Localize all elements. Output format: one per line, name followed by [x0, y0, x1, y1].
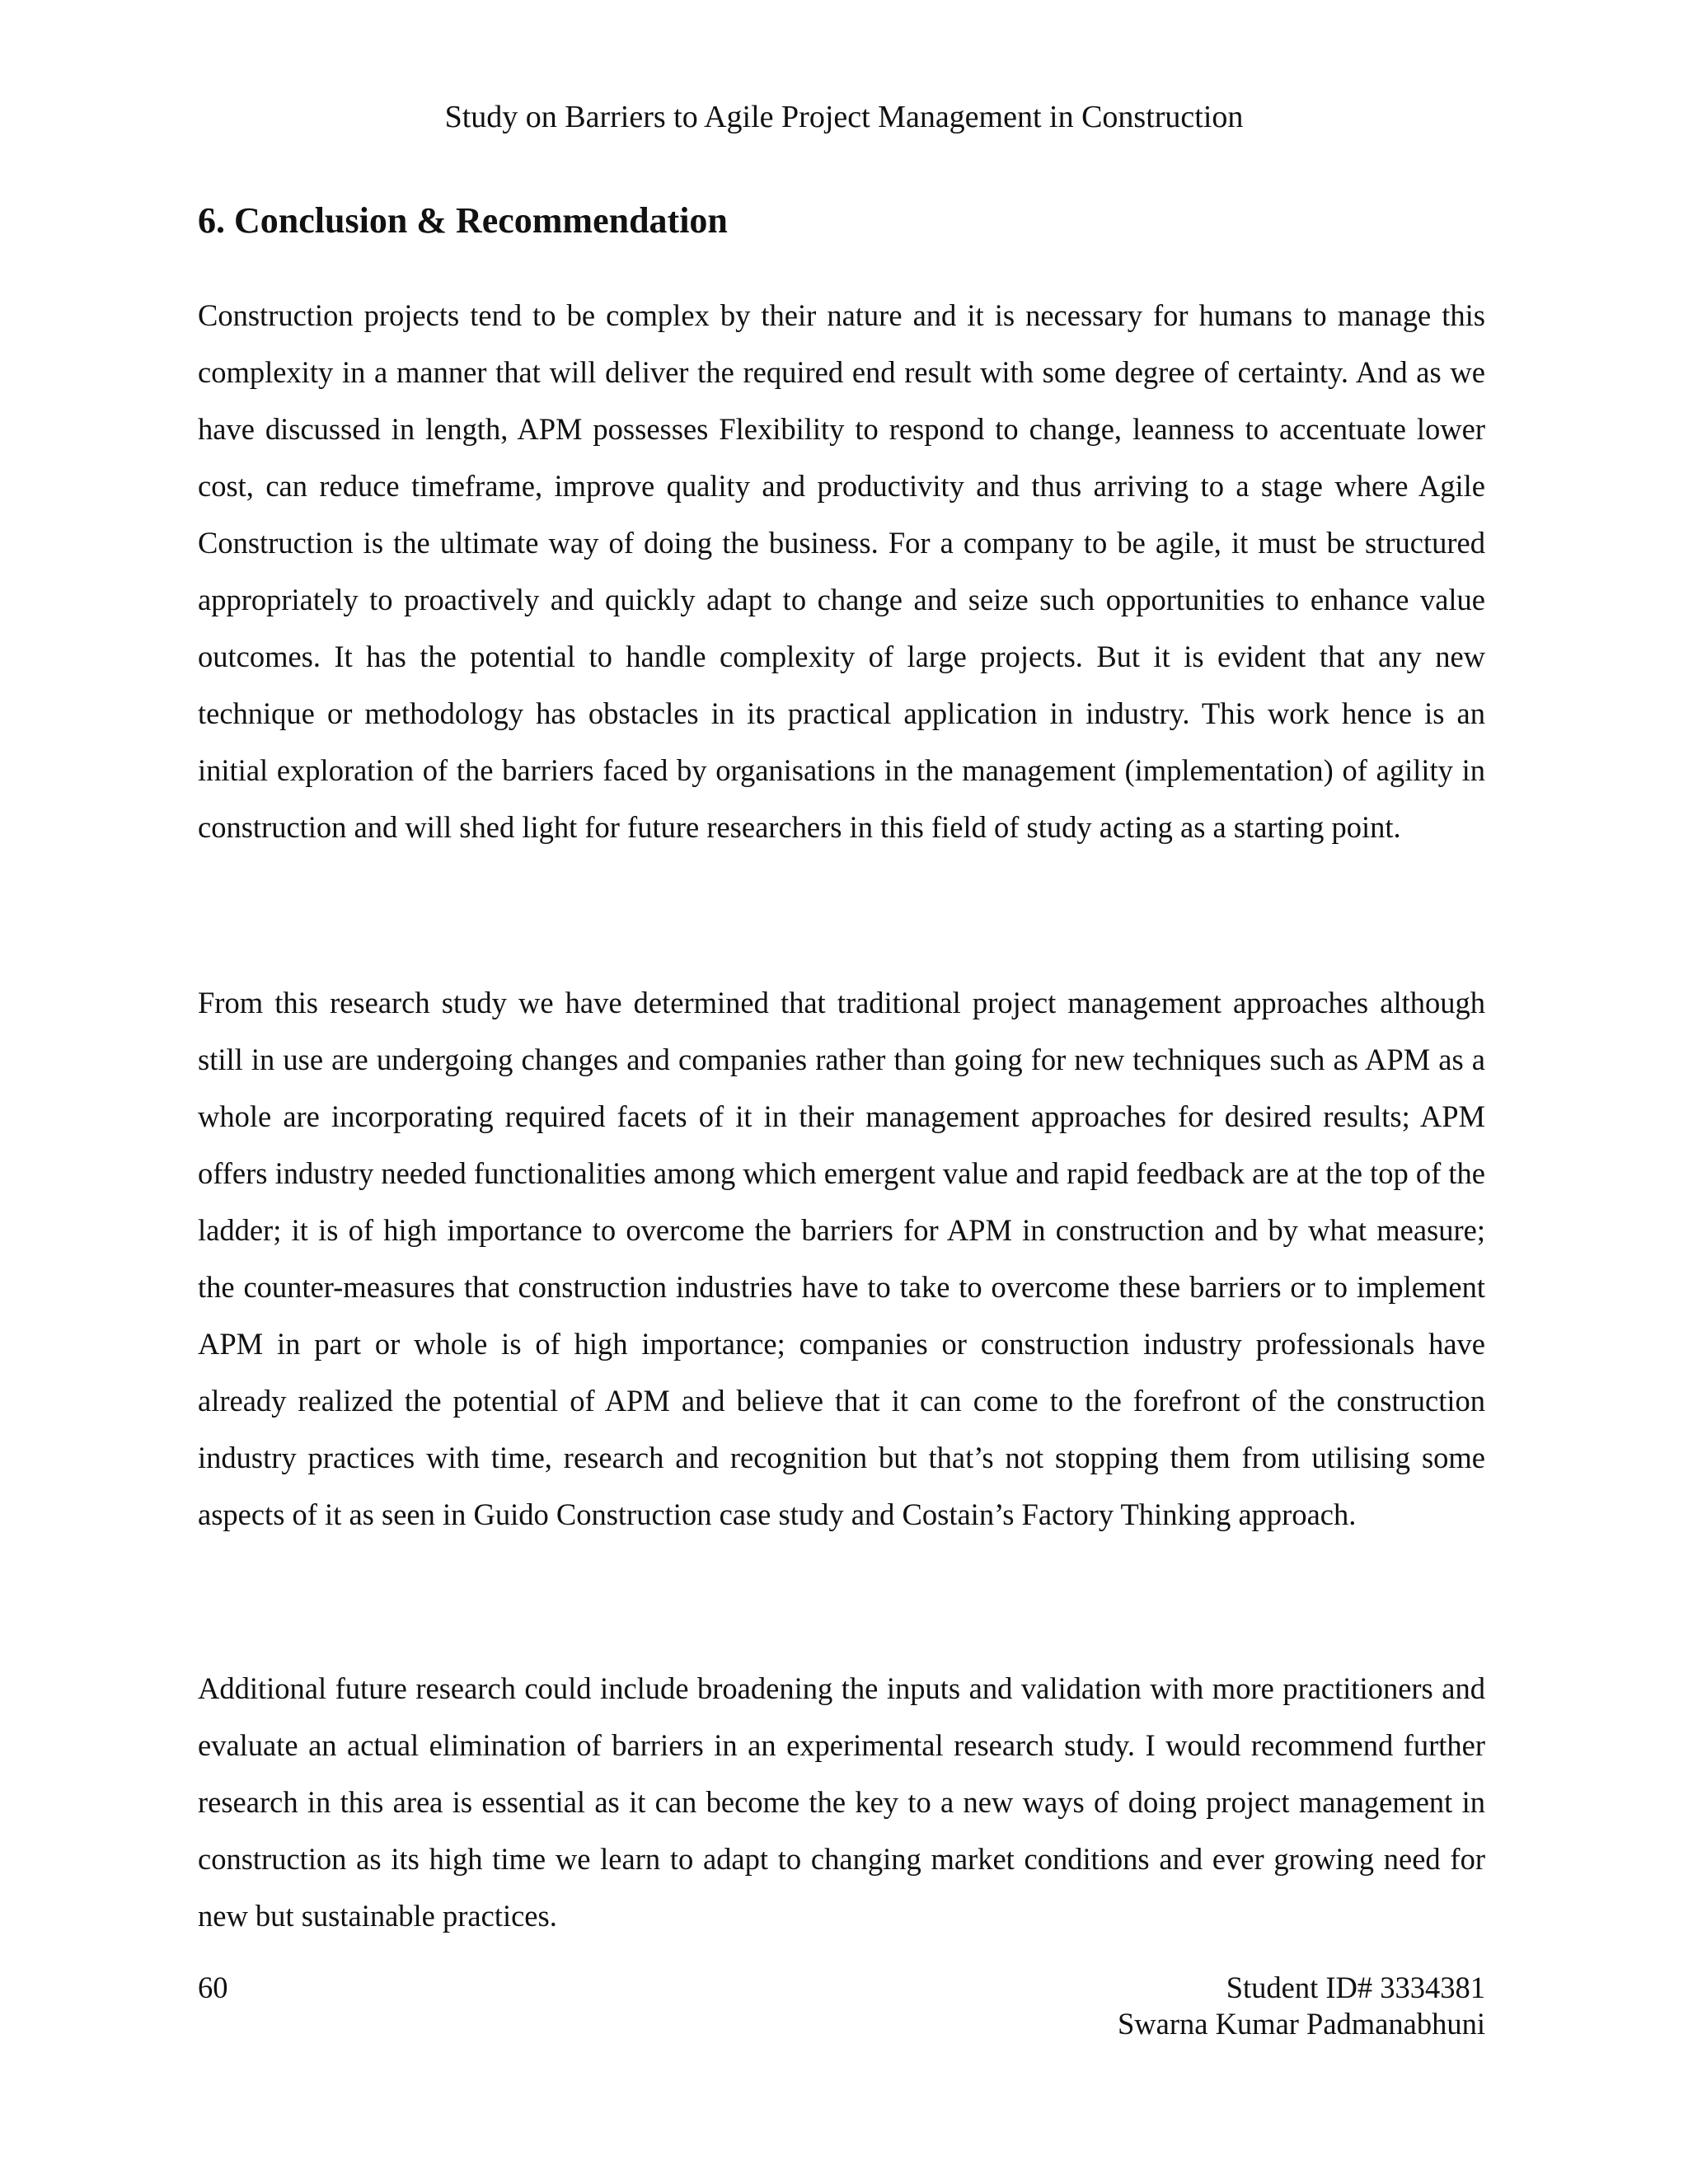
page-number: 60 — [198, 1971, 228, 2004]
paragraph-future-research: Additional future research could include broadening the inputs and validation with more practitioners and evaluate an actual elimination of barriers in an experimental research study. I would recommend further research in this area is essential as it can become the key to a new ways of doing project management in construction as its high time we learn to adapt to changing market conditions and ever growing need for new but sustainable practices. — [198, 1671, 1485, 1933]
paragraph-research-findings: From this research study we have determined that traditional project management approaches although still in use are undergoing changes and companies rather than going for new techniques such as APM as a whole are incorporating required facets of it in their management approaches for desired results; APM offers industry needed functionalities among which emergent value and rapid feedback are at the top of the ladder; it is of high importance to overcome the barriers for APM in construction and by what measure; the counter-measures that construction industries have to take to overcome these barriers or to implement APM in part or whole is of high importance; companies or construction industry professionals have already realized the potential of APM and believe that it can come to the forefront of the construction industry practices with time, research and recognition but that’s not stopping them from utilising some aspects of it as seen in Guido Construction case study and Costain’s Factory Thinking approach. — [198, 986, 1485, 1531]
paragraph-conclusion-intro: Construction projects tend to be complex by their nature and it is necessary for humans to manage this complexity in a manner that will deliver the required end result with some degree of certainty. And as we have discussed in length, APM possesses Flexibility to respond to change, leanness to accentuate lower cost, can reduce timeframe, improve quality and productivity and thus arriving to a stage where Agile Construction is the ultimate way of doing the business. For a company to be agile, it must be structured appropriately to proactively and quickly adapt to change and seize such opportunities to enhance value outcomes. It has the potential to handle complexity of large projects. But it is evident that any new technique or methodology has obstacles in its practical application in industry. This work hence is an initial exploration of the barriers faced by organisations in the management (implementation) of agility in construction and will shed light for future researchers in this field of study acting as a starting point. — [198, 298, 1485, 844]
author-name: Swarna Kumar Padmanabhuni — [1117, 2007, 1485, 2041]
footer-author-block — [1118, 1970, 1485, 2042]
running-header: Study on Barriers to Agile Project Management in Construction — [444, 100, 1244, 134]
student-id: Student ID# 3334381 — [1226, 1971, 1485, 2004]
section-title: 6. Conclusion & Recommendation — [198, 200, 728, 241]
